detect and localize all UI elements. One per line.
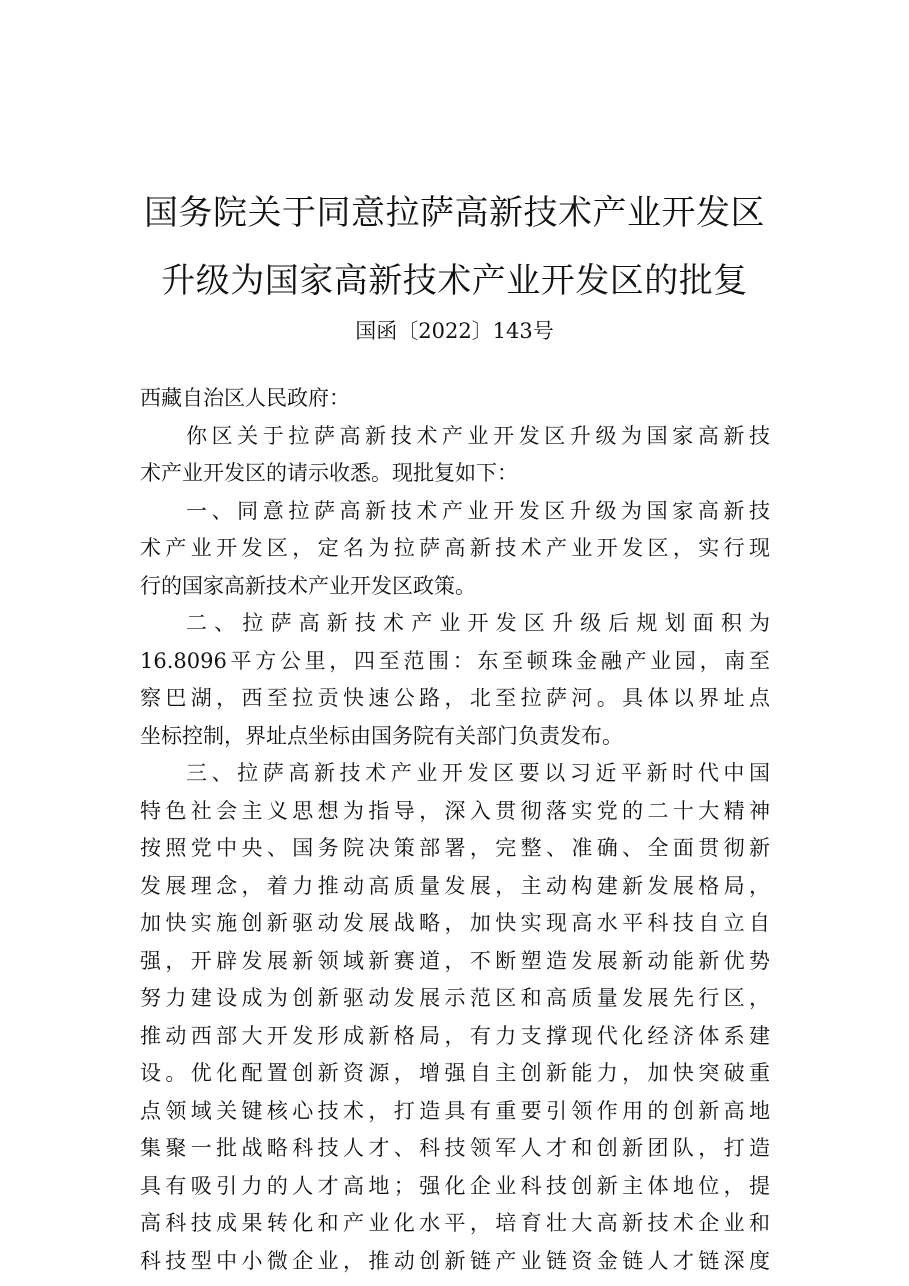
body-line: 高科技成果转化和产业化水平，培育壮大高新技术企业和 (140, 1211, 770, 1235)
body-line: 坐标控制，界址点坐标由国务院有关部门负责发布。 (140, 723, 623, 748)
document-title-line-2: 升级为国家高新技术产业开发区的批复 (161, 261, 748, 301)
body-line: 科技型中小微企业，推动创新链产业链资金链人才链深度 (140, 1248, 770, 1273)
body-line: 集聚一批战略科技人才、科技领军人才和创新团队，打造 (140, 1136, 770, 1160)
body-line: 努力建设成为创新驱动发展示范区和高质量发展先行区， (140, 986, 770, 1010)
body-line: 强，开辟发展新领域新赛道，不断塑造发展新动能新优势 (140, 948, 770, 973)
body-line: 推动西部大开发形成新格局，有力支撑现代化经济体系建 (140, 1023, 770, 1048)
body-line: 一、同意拉萨高新技术产业开发区升级为国家高新技 (186, 498, 770, 523)
body-line: 按照党中央、国务院决策部署，完整、准确、全面贯彻新 (140, 836, 770, 860)
document-body (140, 380, 770, 1280)
body-line: 16.8096平方公里，四至范围：东至顿珠金融产业园，南至 (140, 648, 770, 673)
body-line: 具有吸引力的人才高地；强化企业科技创新主体地位，提 (140, 1173, 770, 1198)
body-line: 特色社会主义思想为指导，深入贯彻落实党的二十大精神 (140, 798, 770, 823)
body-line: 察巴湖，西至拉贡快速公路，北至拉萨河。具体以界址点 (140, 686, 770, 710)
body-line: 点领域关键核心技术，打造具有重要引领作用的创新高地 (140, 1098, 770, 1123)
body-line: 你区关于拉萨高新技术产业开发区升级为国家高新技 (186, 423, 770, 448)
body-line: 三、拉萨高新技术产业开发区要以习近平新时代中国 (186, 761, 770, 785)
body-line: 行的国家高新技术产业开发区政策。 (140, 573, 476, 598)
body-line: 加快实施创新驱动发展战略，加快实现高水平科技自立自 (140, 911, 770, 935)
document-title-line-1: 国务院关于同意拉萨高新技术产业开发区 (144, 193, 765, 233)
body-line: 发展理念，着力推动高质量发展，主动构建新发展格局， (140, 873, 770, 898)
body-line: 二、拉萨高新技术产业开发区升级后规划面积为 (186, 611, 770, 635)
body-line: 术产业开发区，定名为拉萨高新技术产业开发区，实行现 (140, 536, 770, 560)
document-number: 国函〔2022〕143号 (355, 319, 554, 343)
addressee: 西藏自治区人民政府： (140, 386, 350, 410)
body-line: 术产业开发区的请示收悉。现批复如下： (140, 461, 518, 485)
body-line: 设。优化配置创新资源，增强自主创新能力，加快突破重 (140, 1061, 770, 1085)
